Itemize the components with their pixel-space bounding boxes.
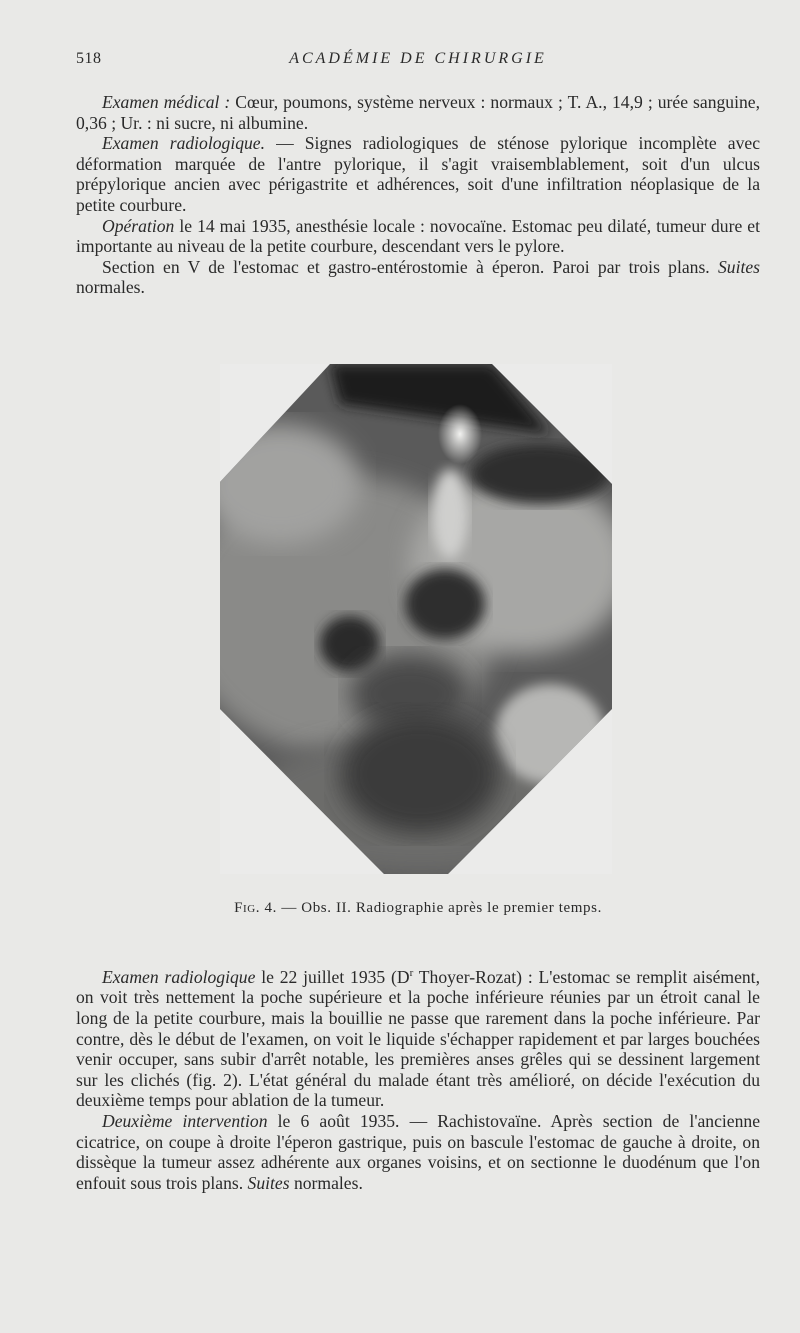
paragraph-label: Examen médical : — [102, 92, 231, 112]
paragraph — [76, 216, 760, 257]
paragraph — [76, 133, 760, 215]
figure-caption — [76, 900, 760, 917]
paragraph — [76, 92, 760, 133]
caption-label: Fig. 4. — [234, 900, 277, 916]
paragraph-text: le 14 mai 1935, anesthésie locale : novocaïne. Estomac peu dilaté, tumeur dure et importante au niveau de la petite courbure, descendant vers le pylore. — [76, 215, 760, 257]
paragraph-italic: Suites — [247, 1172, 290, 1193]
paragraph-text: normales. — [289, 1172, 363, 1193]
paragraph-text: normales. — [76, 277, 145, 298]
paragraph-text: Section en V de l'estomac et gastro-entérostomie à éperon. Paroi par trois plans. — [102, 256, 718, 277]
text-block-top — [76, 92, 760, 298]
paragraph — [76, 257, 760, 298]
text-block-bottom — [76, 963, 760, 1193]
superscript: r — [409, 967, 414, 979]
paragraph-label: Examen radiologique — [102, 966, 256, 987]
running-head: ACADÉMIE DE CHIRURGIE — [289, 50, 547, 67]
paragraph-text: Thoyer-Rozat) : L'estomac se remplit aisément, on voit très nettement la poche supérieure et la poche inférieure réunies par un étroit canal le long de la petite courbure, mais la bouillie ne passe que rarement dans la poche inférieure. Par contre, dès le début de l'examen, on voit le liquide s'échapper rapidement et par larges bouchées venir occuper, sans subir d'arrêt notable, les premières anses grêles qui se dessinent largement sur les clichés (fig. 2). L'état général du malade étant très amélioré, on décide l'exécution du deuxième temps pour ablation de la tumeur. — [76, 966, 760, 1111]
radiograph-image — [220, 364, 612, 874]
paragraph-text: — Signes radiologiques de sténose pylorique incomplète avec déformation marquée de l'antre pylorique, il s'agit vraisemblablement, soit d'un ulcus prépylorique ancien avec périgastrite et adhérences, soit d'une infiltration néoplasique de la petite courbure. — [76, 133, 760, 215]
page-number: 518 — [76, 50, 102, 67]
paragraph-text: le 6 août 1935. — Rachistovaïne. Après section de l'ancienne cicatrice, on coupe à droite l'éperon gastrique, puis on bascule l'estomac de gauche à droite, on dissèque la tumeur assez adhérente aux organes voisins, et on sectionne le duodénum que l'on enfouit sous trois plans. — [76, 1111, 761, 1193]
paragraph-label: Examen radiologique. — [102, 133, 266, 154]
paragraph-label: Deuxième intervention — [102, 1111, 268, 1132]
paragraph-text: le 22 juillet 1935 (D — [255, 966, 410, 987]
paragraph-text: Cœur, poumons, système nerveux : normaux ; T. A., 14,9 ; urée sanguine, 0,36 ; Ur. : ni sucre, ni albumine. — [76, 92, 760, 133]
paragraph-label: Opération — [102, 215, 175, 236]
page-header — [76, 50, 760, 72]
radiograph-figure — [220, 364, 612, 874]
caption-text: — Obs. II. Radiographie après le premier temps. — [276, 900, 602, 916]
paragraph-italic: Suites — [717, 256, 760, 277]
paragraph — [76, 963, 760, 1111]
paragraph — [76, 1111, 760, 1193]
